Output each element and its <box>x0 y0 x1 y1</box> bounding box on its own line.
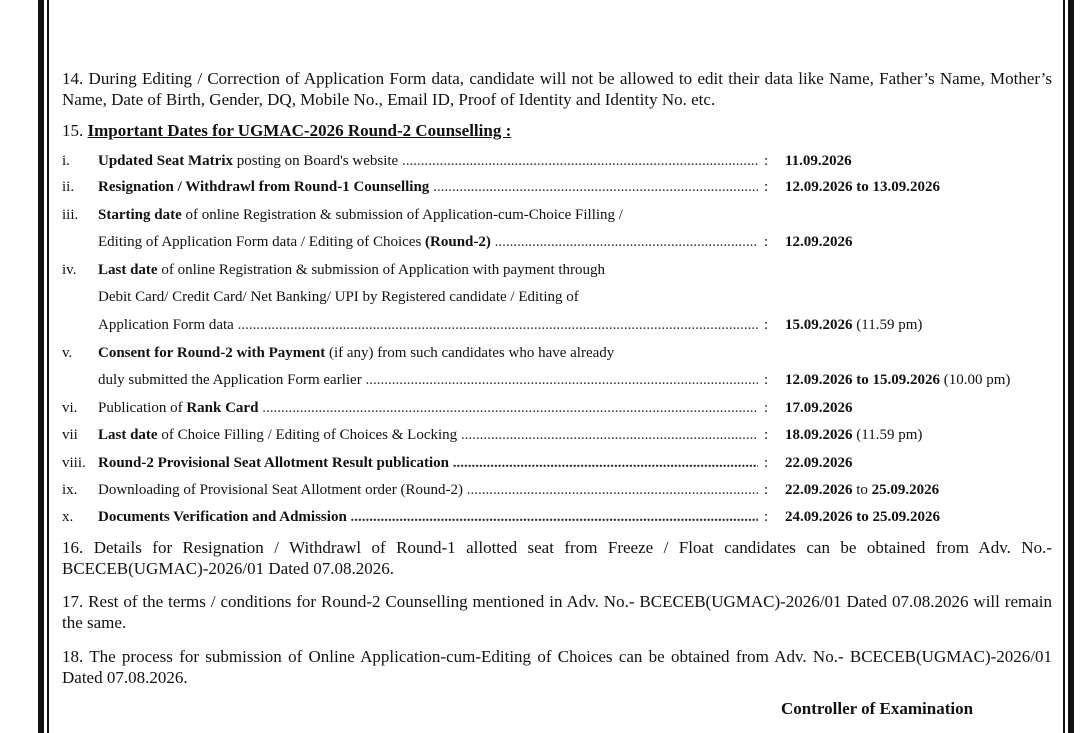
clause-18: 18. The process for submission of Online Application-cum-Editing of Choices can be obtained from Adv. No.- BCECEB(UGMAC)-2026/01 Dated 07.08.2026. <box>62 647 1052 687</box>
date-row <box>62 367 1062 393</box>
date-row-number: iii. <box>62 207 79 223</box>
date-row <box>62 148 1062 174</box>
date-row-description <box>98 367 758 393</box>
date-row-number: i. <box>62 153 70 169</box>
date-row-description <box>98 257 828 283</box>
date-row <box>62 395 1062 421</box>
date-row-colon: : <box>764 372 769 388</box>
date-row-description <box>98 174 758 200</box>
date-to: to <box>852 482 872 498</box>
page-border-right-inner <box>1063 0 1065 733</box>
date-row-number: iv. <box>62 262 77 278</box>
date-row-date <box>785 174 940 200</box>
signature-controller-of-examination: Controller of Examination <box>781 699 974 718</box>
date-value: 11.09.2026 <box>785 153 852 169</box>
date-row-description <box>98 477 758 503</box>
dot-leader <box>398 153 758 169</box>
date-row <box>62 229 1062 255</box>
date-row-description <box>98 229 758 255</box>
date-row <box>62 202 1062 228</box>
date-value: 17.09.2026 <box>785 400 853 416</box>
date-time-note: (11.59 pm) <box>852 427 923 443</box>
date-row-text: Debit Card/ Credit Card/ Net Banking/ UPI by Registered candidate / Editing of <box>98 289 579 305</box>
dot-leader <box>429 179 758 195</box>
date-row <box>62 340 1062 366</box>
date-row-number: ix. <box>62 482 78 498</box>
date-row-bold-text: Resignation / Withdrawl from Round-1 Counselling <box>98 179 430 195</box>
date-row <box>62 450 1062 476</box>
date-row-bold-text: Starting date <box>98 207 182 223</box>
dot-leader <box>491 234 758 250</box>
date-row-number: v. <box>62 345 73 361</box>
date-row-colon: : <box>764 400 769 416</box>
date-value: 22.09.2026 <box>785 455 853 471</box>
date-row-colon: : <box>764 179 769 195</box>
date-row-description <box>98 312 758 338</box>
date-row-number: ii. <box>62 179 75 195</box>
date-start: 22.09.2026 <box>785 482 853 498</box>
date-row-date <box>785 422 922 448</box>
date-row-description <box>98 504 758 530</box>
date-value: 12.09.2026 to 15.09.2026 <box>785 372 940 388</box>
date-row-description <box>98 450 758 476</box>
date-time-note: (11.59 pm) <box>852 317 923 333</box>
date-row-bold-text: Last date <box>98 262 158 278</box>
date-row-number: vi. <box>62 400 78 416</box>
date-row-description <box>98 202 828 228</box>
date-row-colon: : <box>764 153 769 169</box>
clause-15-number: 15. <box>62 121 88 140</box>
date-row <box>62 477 1062 503</box>
dot-leader <box>362 372 758 388</box>
date-row-text: of Choice Filling / Editing of Choices & Locking <box>157 427 458 443</box>
date-row-text: Application Form data <box>98 317 234 333</box>
dot-leader <box>258 400 758 416</box>
dot-leader <box>234 317 758 333</box>
date-value: 12.09.2026 to 13.09.2026 <box>785 179 940 195</box>
date-end: 25.09.2026 <box>871 482 940 498</box>
date-row-colon: : <box>764 317 769 333</box>
dot-leader <box>463 482 758 498</box>
date-row-date <box>785 450 853 476</box>
date-row-description <box>98 284 828 310</box>
date-row-colon: : <box>764 482 769 498</box>
date-row-text: Downloading of Provisional Seat Allotment order (Round-2) <box>98 482 463 498</box>
date-row-text: Editing of Application Form data / Editing of Choices <box>98 234 426 250</box>
date-value: 12.09.2026 <box>785 234 853 250</box>
date-row-date <box>785 367 1010 393</box>
dot-leader <box>347 509 758 525</box>
date-row-date <box>785 148 852 174</box>
date-row-bold-text: Documents Verification and Admission <box>98 509 347 525</box>
date-row-description <box>98 340 828 366</box>
date-row-number: x. <box>62 509 74 525</box>
dot-leader <box>449 455 758 471</box>
page-border-left-inner <box>47 0 49 733</box>
date-row <box>62 504 1062 530</box>
date-row-text: of online Registration & submission of Application-cum-Choice Filling / <box>181 207 623 223</box>
date-row <box>62 174 1062 200</box>
date-row-description <box>98 395 758 421</box>
dot-leader <box>457 427 758 443</box>
date-row-text: posting on Board's website <box>233 153 399 169</box>
date-row-bold-text: Round-2 Provisional Seat Allotment Result publication <box>98 455 450 471</box>
date-row-text: Publication of <box>98 400 187 416</box>
page-border-left <box>38 0 44 733</box>
date-row-date <box>785 395 853 421</box>
date-row-number: viii. <box>62 455 86 471</box>
date-row <box>62 422 1062 448</box>
date-value: 15.09.2026 <box>785 317 853 333</box>
date-row-bold-text: Rank Card <box>186 400 259 416</box>
date-row-bold-text: Last date <box>98 427 158 443</box>
date-row-date <box>785 504 940 530</box>
date-row-text: of online Registration & submission of Application with payment through <box>157 262 606 278</box>
date-row <box>62 257 1062 283</box>
date-time-note: (10.00 pm) <box>940 372 1011 388</box>
date-row-description <box>98 148 758 174</box>
date-value: 24.09.2026 to 25.09.2026 <box>785 509 940 525</box>
date-row <box>62 312 1062 338</box>
clause-17: 17. Rest of the terms / conditions for Round-2 Counselling mentioned in Adv. No.- BCECEB(UGMAC)-2026/01 Dated 07.08.2026 will remain the same. <box>62 592 1052 632</box>
date-value: 18.09.2026 <box>785 427 853 443</box>
date-row-colon: : <box>764 427 769 443</box>
date-row-date <box>785 477 939 503</box>
date-row-description <box>98 422 758 448</box>
date-row-text: (if any) from such candidates who have already <box>325 345 615 361</box>
date-row-bold-text: (Round-2) <box>425 234 491 250</box>
date-row-colon: : <box>764 234 769 250</box>
date-row-number: vii <box>62 427 78 443</box>
date-row-bold-text: Updated Seat Matrix <box>98 153 233 169</box>
clause-14: 14. During Editing / Correction of Application Form data, candidate will not be allowed to edit their data like Name, Father’s Name, Mother’s Name, Date of Birth, Gender, DQ, Mobile No., Email ID, Proof of Identity and Identity No. etc. <box>62 69 1052 109</box>
date-row-date <box>785 312 922 338</box>
clause-16: 16. Details for Resignation / Withdrawl of Round-1 allotted seat from Freeze / Float candidates can be obtained from Adv. No.- BCECEB(UGMAC)-2026/01 Dated 07.08.2026. <box>62 538 1052 578</box>
important-dates-title: Important Dates for UGMAC-2026 Round-2 Counselling : <box>87 121 512 140</box>
date-row-colon: : <box>764 509 769 525</box>
date-row-text: duly submitted the Application Form earlier <box>98 372 362 388</box>
page-border-right <box>1068 0 1074 733</box>
date-row-date <box>785 229 853 255</box>
date-row <box>62 284 1062 310</box>
clause-15-heading <box>62 120 1052 141</box>
date-row-bold-text: Consent for Round-2 with Payment <box>98 345 326 361</box>
date-row-colon: : <box>764 455 769 471</box>
